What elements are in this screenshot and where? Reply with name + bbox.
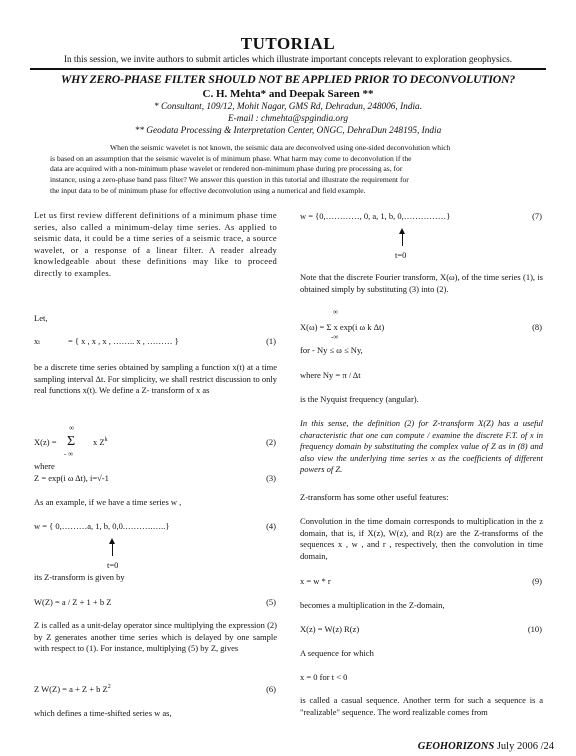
eq2-number: (2): [266, 437, 276, 447]
t0-arrow: [402, 230, 403, 246]
left-col-para-6: which defines a time-shifted series w as,: [34, 708, 172, 718]
eq8-number: (8): [532, 322, 542, 332]
right-col-para-4: Convolution in the time domain corresponds to multiplication in the z domain, that is, if X(z), W(z), and R(z) are the Z-transforms of the sequences x , w , and r , respectively, then the convolution in time domain,: [300, 516, 543, 561]
left-col-para-3: As an example, if we have a time series w ,: [34, 497, 182, 507]
right-col-para-6: A sequence for which: [300, 648, 374, 658]
header-rule: [30, 68, 546, 70]
left-col-let: Let,: [34, 313, 48, 323]
left-col-where: where: [34, 461, 55, 471]
abstract-line: the input data to be of minimum phase for effective deconvolution using a numerical and field example.: [50, 185, 366, 195]
section-title: TUTORIAL: [240, 34, 336, 53]
eq2-sum-bottom: - ∞: [64, 450, 74, 458]
eq2-lhs: X(z) =: [34, 437, 57, 447]
left-col-para-2: be a discrete time series obtained by sampling a function x(t) at a time sampling interval Δt. For simplicity, we shall restrict discussion to only real functions x(t). We define a Z- transform of x as: [34, 362, 277, 396]
eq-causal: x = 0 for t < 0: [300, 672, 348, 682]
eq9-number: (9): [532, 576, 542, 586]
abstract-line: data are acquired with a non-minimum phase wavelet or rendered non-minimum phase during pre processing as, for: [50, 164, 403, 174]
author-email: E-mail : chmehta@spgindia.org: [227, 114, 348, 124]
eq7: w = {0,…………, 0, a, 1, b, 0,……………}: [300, 211, 451, 221]
eq4-t0-label: t=0: [107, 560, 119, 570]
article-title: WHY ZERO-PHASE FILTER SHOULD NOT BE APPLIED PRIOR TO DECONVOLUTION?: [60, 72, 516, 86]
nyquist-def: where Ny = π / Δt: [300, 370, 361, 380]
page-footer: [418, 741, 554, 752]
eq8-range: for - Ny ≤ ω ≤ Ny,: [300, 345, 363, 355]
eq1-rhs: = { x , x , x , …….. x , ……… }: [68, 336, 179, 346]
abstract-line: instance, using a zero-phase band pass filter? We answer this question in this tutorial and illustrate the requirement for: [50, 175, 409, 185]
eq6: Z W(Z) = a + Z + b $Z^2$: [34, 684, 111, 694]
abstract-line: When the seismic wavelet is not known, the seismic data are deconvolved using one-sided deconvolution which: [110, 143, 451, 152]
eq1-lhs: xt: [34, 336, 40, 346]
eq3-number: (3): [266, 473, 276, 483]
t0-arrow: [112, 540, 113, 556]
magazine-name: GEOHORIZONS: [417, 741, 495, 752]
eq1-number: (1): [266, 336, 276, 346]
right-col-para-1: Note that the discrete Fourier transform, X(ω), of the time series (1), is obtained simply by substituting (3) into (2).: [300, 272, 543, 294]
right-col-para-7: is called a casual sequence. Another term for such a sequence is a "realizable" sequence. The word realizable comes from: [300, 695, 543, 717]
abstract-line: is based on an assumption that the seismic wavelet is of minimum phase. What harm may come to deconvolution if the: [50, 153, 412, 163]
eq10-number: (10): [527, 624, 542, 634]
eq5-number: (5): [266, 597, 276, 607]
affiliation-1: * Consultant, 109/12, Mohit Nagar, GMS Rd, Dehradun, 248006, India.: [153, 102, 423, 112]
eq10: X(z) = W(z) R(z): [300, 624, 360, 634]
eq4-number: (4): [266, 521, 276, 531]
eq7-number: (7): [532, 211, 542, 221]
eq8-sum-top: ∞: [333, 308, 338, 316]
right-col-para-5: becomes a multiplication in the Z-domain,: [300, 600, 445, 610]
eq2-sigma: Σ: [67, 434, 76, 449]
eq2-sum-top: ∞: [69, 424, 74, 432]
eq8-sum-bottom: -∞: [331, 333, 339, 341]
eq7-t0-label: t=0: [395, 250, 407, 260]
right-col-para-2: In this sense, the definition (2) for Z-transform X(Z) has a useful characteristic that one can compute / examine the discrete F.T. of x in frequency domain by substituting the complex value of Z as in (8) and also view the underlying time series x as the coefficients of different powers of Z.: [300, 418, 543, 475]
nyquist-text: is the Nyquist frequency (angular).: [300, 394, 419, 404]
eq2-term: x $Z^k$: [93, 437, 108, 447]
eq4: w = { 0,………a, 1, b, 0,0.……….…..}: [34, 521, 170, 531]
right-col-para-3: Z-transform has some other useful features:: [300, 492, 449, 502]
eq6-number: (6): [266, 684, 276, 694]
affiliation-2: ** Geodata Processing & Interpretation Center, ONGC, DehraDun 248195, India: [134, 126, 442, 136]
abstract: [50, 143, 526, 197]
eq9: x = w * r: [300, 576, 331, 586]
eq8: X(ω) = Σ x exp(i ω k Δt): [300, 322, 385, 332]
section-intro: In this session, we invite authors to submit articles which illustrate important concepts relevant to exploration geophysics.: [63, 54, 513, 64]
eq3: Z = exp(i ω Δt), i=√-1: [34, 473, 109, 483]
left-col-para-4: its Z-transform is given by: [34, 572, 125, 582]
left-col-para-5: Z is called as a unit-delay operator since multiplying the expression (2) by Z generates another time series which is delayed by one sample with respect to (1). For instance, multiplying (5) by Z, gives: [34, 620, 277, 654]
issue-page: July 2006 /24: [496, 741, 554, 752]
eq5: W(Z) = a / Z + 1 + b Z: [34, 597, 112, 607]
article-authors: C. H. Mehta* and Deepak Sareen **: [202, 88, 374, 100]
left-col-para-1: Let us first review different definitions of a minimum phase time series, also called a minimum-delay time series. As applied to seismic data, it could be a time series of a seismic trace, a source wavelet, or a response of a linear filter. A reader already knowledgeable about these definitions may like to proceed directly to examples.: [34, 210, 277, 278]
